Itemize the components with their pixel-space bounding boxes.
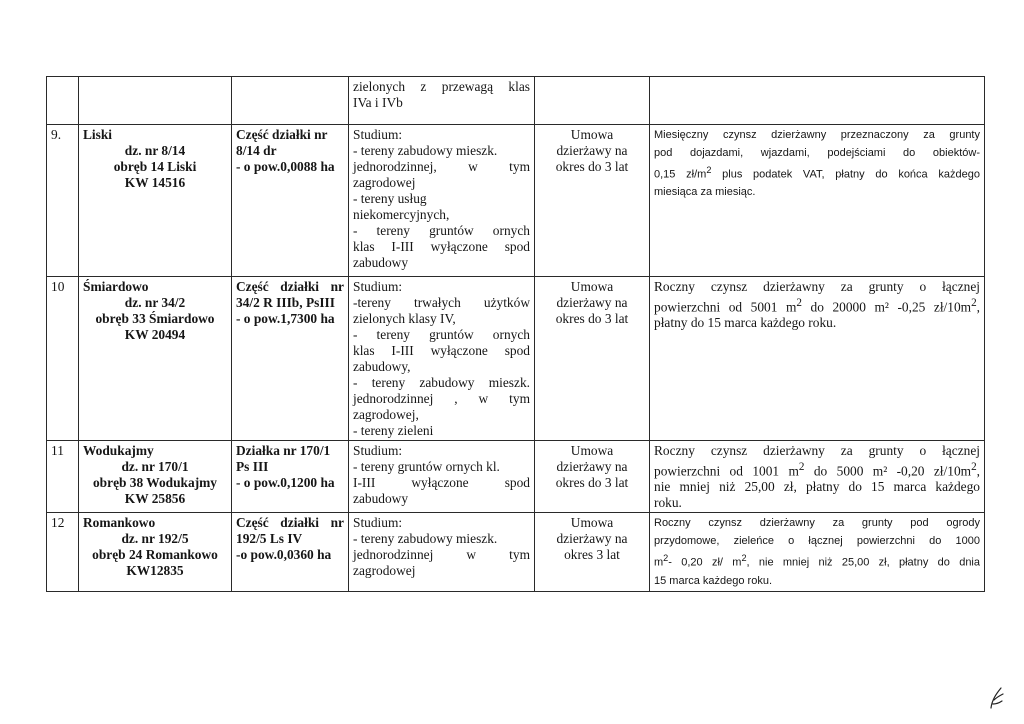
superscript: 2 [663, 553, 669, 564]
studium-line: Studium: [353, 443, 403, 458]
studium-line: zabudowy, [353, 359, 411, 374]
agreement-cell [535, 277, 650, 441]
fee-cell [650, 513, 985, 592]
precinct: obręb 24 Romankowo [92, 547, 218, 563]
fee-text: 0,15 zł/m [654, 168, 707, 181]
fee-line: Roczny czynsz dzierżawny za grunty o łącznej [654, 443, 980, 458]
parcel-number: dz. nr 192/5 [121, 531, 189, 547]
studium-line: zabudowy [353, 255, 409, 270]
studium-line: - tereny zabudowy mieszk. [353, 531, 498, 547]
precinct: obręb 33 Śmiardowo [95, 311, 215, 326]
studium-line: zagrodowej, [353, 407, 419, 422]
part-line: - o pow.0,1200 ha [236, 475, 335, 490]
fee-text: plus podatek VAT, płatny do końca każdego [711, 168, 980, 181]
agreement-line: okres 3 lat [564, 547, 620, 563]
studium-line: zielonych z przewagą klas [353, 79, 530, 94]
lease-table [46, 76, 985, 592]
precinct: obręb 38 Wodukajmy [92, 475, 217, 490]
fee-line [654, 295, 980, 315]
location-cell [79, 513, 232, 592]
location-cell [79, 277, 232, 441]
nr-cell: 10 [47, 277, 79, 441]
studium-line: - tereny gruntów ornych [353, 223, 530, 238]
superscript: 2 [706, 165, 712, 175]
part-line: Część działki nr [236, 279, 344, 294]
nr-cell: 9. [47, 125, 79, 277]
land-register: KW 25856 [124, 491, 186, 506]
studium-line: klas I-III wyłączone spod [353, 239, 530, 254]
fee-line: pod dojazdami, wjazdami, podejściami do obiektów- [654, 146, 980, 159]
fee-text: m [654, 557, 664, 570]
location-cell [79, 125, 232, 277]
studium-line: jednorodzinnej, w tym [353, 159, 530, 174]
fee-line: Miesięczny czynsz dzierżawny przeznaczony za grunty [654, 129, 980, 141]
part-cell [232, 77, 349, 125]
fee-line: miesiąca za miesiąc. [654, 186, 756, 199]
land-register: KW 20494 [124, 327, 186, 342]
superscript: 2 [971, 297, 977, 309]
agreement-line: dzierżawy na [556, 295, 628, 310]
agreement-line: dzierżawy na [556, 459, 628, 474]
fee-text: - 0,20 zł/ m [668, 557, 742, 570]
agreement-line: Umowa [570, 515, 614, 531]
studium-line: Studium: [353, 515, 403, 531]
studium-line: IVa i IVb [353, 95, 403, 110]
fee-line: przydomowe, zieleńce o łącznej powierzchni do 1000 [654, 534, 980, 547]
agreement-line: okres do 3 lat [555, 475, 629, 490]
table-row [47, 513, 985, 592]
part-line: - o pow.0,0088 ha [236, 159, 335, 174]
fee-line [654, 550, 980, 572]
fee-text: do 20000 m² -0,25 zł/10m [801, 299, 972, 315]
agreement-line: Umowa [570, 443, 614, 458]
part-line: 8/14 dr [236, 143, 277, 158]
agreement-line: dzierżawy na [556, 143, 628, 158]
nr-cell: 11 [47, 441, 79, 513]
fee-cell [650, 125, 985, 277]
fee-cell [650, 441, 985, 513]
part-line: -o pow.0,0360 ha [236, 547, 332, 563]
studium-cell [349, 77, 535, 125]
location-cell [79, 77, 232, 125]
fee-cell [650, 77, 985, 125]
part-line: Ps III [236, 459, 269, 474]
studium-line: - tereny usług [353, 191, 427, 206]
part-line: Część działki nr [236, 127, 328, 142]
fee-text: do 5000 m² -0,20 zł/10m [804, 463, 972, 479]
table-row [47, 441, 985, 513]
part-cell [232, 125, 349, 277]
precinct: obręb 14 Liski [113, 159, 197, 174]
studium-line: -tereny trwałych użytków [353, 295, 530, 310]
studium-line: klas I-III wyłączone spod [353, 343, 530, 358]
agreement-cell [535, 77, 650, 125]
handwritten-initial-icon [988, 686, 1006, 710]
studium-line: - tereny gruntów ornych kl. [353, 459, 500, 474]
studium-line: jednorodzinnej w tym [353, 547, 530, 563]
superscript: 2 [741, 553, 747, 564]
part-line: 34/2 R IIIb, PsIII [236, 295, 335, 310]
fee-line [654, 162, 980, 184]
fee-line [654, 459, 980, 479]
studium-cell [349, 513, 535, 592]
agreement-line: okres do 3 lat [555, 311, 629, 326]
land-register: KW 14516 [124, 175, 186, 190]
part-line: Część działki nr [236, 515, 344, 531]
parcel-number: dz. nr 170/1 [121, 459, 189, 474]
nr-cell [47, 77, 79, 125]
fee-text: powierzchni od 5001 m [654, 299, 797, 315]
agreement-cell [535, 125, 650, 277]
part-line: 192/5 Ls IV [236, 531, 303, 547]
studium-cell [349, 277, 535, 441]
studium-line: - tereny gruntów ornych [353, 327, 530, 342]
agreement-line: okres do 3 lat [555, 159, 629, 174]
part-cell [232, 513, 349, 592]
fee-line: roku. [654, 495, 682, 511]
studium-line: niekomercyjnych, [353, 207, 450, 222]
studium-line: - tereny zieleni [353, 423, 434, 438]
location-cell [79, 441, 232, 513]
agreement-line: Umowa [570, 127, 614, 142]
studium-line: zabudowy [353, 491, 409, 506]
table-row [47, 125, 985, 277]
fee-line: płatny do 15 marca każdego roku. [654, 315, 837, 331]
fee-text: , [976, 463, 980, 479]
agreement-cell [535, 441, 650, 513]
agreement-line: Umowa [570, 279, 614, 294]
studium-line: I-III wyłączone spod [353, 475, 530, 490]
land-register: KW12835 [126, 563, 184, 579]
nr-cell: 12 [47, 513, 79, 592]
studium-line: - tereny zabudowy mieszk. [353, 375, 530, 390]
location-name: Śmiardowo [83, 279, 149, 294]
superscript: 2 [971, 461, 977, 473]
superscript: 2 [798, 461, 805, 473]
studium-line: zielonych klasy IV, [353, 311, 456, 326]
agreement-cell [535, 513, 650, 592]
location-name: Romankowo [83, 515, 156, 531]
agreement-line: dzierżawy na [556, 531, 628, 547]
fee-line: nie mniej niż 25,00 zł, płatny do 15 marca każdego [654, 479, 980, 495]
part-cell [232, 441, 349, 513]
part-cell [232, 277, 349, 441]
studium-line: - tereny zabudowy mieszk. [353, 143, 498, 158]
fee-text: powierzchni od 1001 m [654, 463, 799, 479]
table-row [47, 277, 985, 441]
fee-text: , [976, 299, 981, 315]
studium-line: zagrodowej [353, 563, 416, 579]
fee-text: , nie mniej niż 25,00 zł, płatny do dnia [746, 557, 980, 570]
fee-line: Roczny czynsz dzierżawny za grunty o łącznej [654, 279, 980, 294]
part-line: Działka nr 170/1 [236, 443, 331, 458]
studium-line: Studium: [353, 127, 403, 142]
fee-line: Roczny czynsz dzierżawny za grunty pod ogrody [654, 517, 980, 530]
studium-cell [349, 441, 535, 513]
parcel-number: dz. nr 34/2 [124, 295, 186, 310]
studium-line: Studium: [353, 279, 403, 294]
superscript: 2 [796, 297, 802, 309]
table-row-continuation [47, 77, 985, 125]
studium-cell [349, 125, 535, 277]
studium-line: jednorodzinnej , w tym [353, 391, 530, 406]
part-line: - o pow.1,7300 ha [236, 311, 335, 326]
location-name: Wodukajmy [83, 443, 154, 458]
parcel-number: dz. nr 8/14 [124, 143, 186, 158]
fee-cell [650, 277, 985, 441]
studium-line: zagrodowej [353, 175, 416, 190]
location-name: Liski [83, 127, 113, 142]
fee-line: 15 marca każdego roku. [654, 574, 773, 587]
